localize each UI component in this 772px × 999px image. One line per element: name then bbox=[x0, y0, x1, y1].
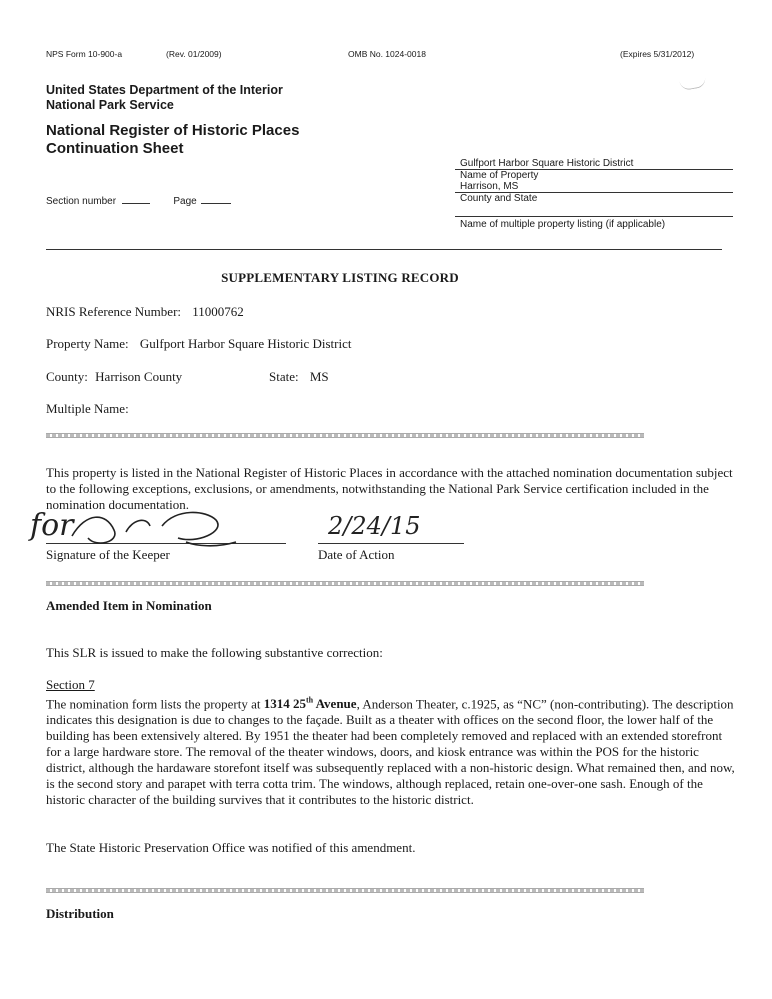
form-revision: (Rev. 01/2009) bbox=[166, 49, 222, 59]
dashed-divider-2 bbox=[46, 581, 644, 586]
county-value: Harrison County bbox=[95, 369, 183, 384]
county-state-value: Harrison, MS bbox=[455, 181, 733, 193]
agency-service: National Park Service bbox=[46, 98, 174, 112]
section-page-row bbox=[46, 193, 231, 207]
county-state-label: County and State bbox=[460, 193, 538, 204]
sheet-title-main: National Register of Historic Places bbox=[46, 122, 300, 139]
agency-block bbox=[46, 83, 283, 113]
dashed-divider-3 bbox=[46, 888, 644, 893]
multiple-listing-label: Name of multiple property listing (if applicable) bbox=[460, 219, 666, 230]
sheet-title bbox=[46, 122, 299, 158]
page-blank bbox=[201, 193, 231, 204]
section-number-label: Section number bbox=[46, 196, 117, 207]
nris-row bbox=[46, 304, 244, 320]
header-divider bbox=[46, 249, 722, 250]
county-label: County: bbox=[46, 369, 88, 384]
nris-value: 11000762 bbox=[192, 304, 244, 319]
amended-intro: This SLR is issued to make the following substantive correction: bbox=[46, 645, 383, 660]
date-line bbox=[318, 543, 464, 544]
amended-address: 1314 25th Avenue bbox=[263, 696, 357, 712]
record-title: SUPPLEMENTARY LISTING RECORD bbox=[221, 270, 459, 285]
property-name-value: Gulfport Harbor Square Historic District bbox=[455, 158, 733, 170]
amended-body bbox=[46, 693, 736, 808]
property-row bbox=[46, 336, 351, 352]
agency-department: United States Department of the Interior bbox=[46, 83, 283, 97]
state-value: MS bbox=[309, 369, 329, 384]
omb-number: OMB No. 1024-0018 bbox=[348, 49, 426, 59]
property-label: Property Name: bbox=[46, 336, 129, 351]
date-handwriting: 2/24/15 bbox=[328, 512, 421, 540]
amended-body-post: , Anderson Theater, c.1925, as “NC” (non-contributing). The description indicates this designation is due to changes to the façade. Built as a theater with offices on the second floor, the lower half of the building has been extensively altered. By 1951 the theater had been completely removed and replaced with an extended storefront for a large hardware store. The removal of the theater windows, doors, and kiosk entrance was within the POS for the historic district, although the hardaware storefont itself was subsequently replaced with a non-historic design. What remained then, and now, is the second story and parapet with terra cotta trim. The windows, although replaced, retain one-over-one sash. Enough of the historic character of the building survives that it contributes to the historic district. bbox=[46, 696, 735, 808]
county-row bbox=[46, 369, 182, 385]
pen-mark bbox=[679, 76, 707, 91]
multiple-listing-rule bbox=[455, 216, 733, 217]
expiration-date: (Expires 5/31/2012) bbox=[620, 49, 695, 59]
multiple-name-label: Multiple Name: bbox=[46, 401, 129, 416]
amended-body-pre: The nomination form lists the property at bbox=[46, 696, 264, 712]
sheet-title-sub: Continuation Sheet bbox=[46, 140, 184, 157]
property-value: Gulfport Harbor Square Historic District bbox=[139, 336, 352, 351]
amended-heading: Amended Item in Nomination bbox=[46, 598, 212, 613]
keeper-signature-handwriting: for bbox=[30, 508, 74, 543]
nris-label: NRIS Reference Number: bbox=[46, 304, 182, 319]
listing-statement: This property is listed in the National Register of Historic Places in accordance with the attached nomination documentation subject to the following exceptions, exclusions, or amendments, notwithstanding the National Park Service certification included in the nomination documentation. bbox=[46, 465, 733, 512]
date-label: Date of Action bbox=[318, 547, 395, 562]
state-row bbox=[269, 369, 329, 385]
state-label: State: bbox=[269, 369, 299, 384]
form-number: NPS Form 10-900-a bbox=[46, 49, 123, 59]
distribution-heading: Distribution bbox=[46, 906, 114, 921]
dashed-divider-1 bbox=[46, 433, 644, 438]
signature-label: Signature of the Keeper bbox=[46, 547, 170, 562]
amended-section: Section 7 bbox=[46, 677, 95, 692]
page-label: Page bbox=[173, 196, 197, 207]
section-number-blank bbox=[122, 193, 150, 204]
shpo-note: The State Historic Preservation Office was notified of this amendment. bbox=[46, 840, 416, 855]
property-name-label: Name of Property bbox=[460, 170, 539, 181]
